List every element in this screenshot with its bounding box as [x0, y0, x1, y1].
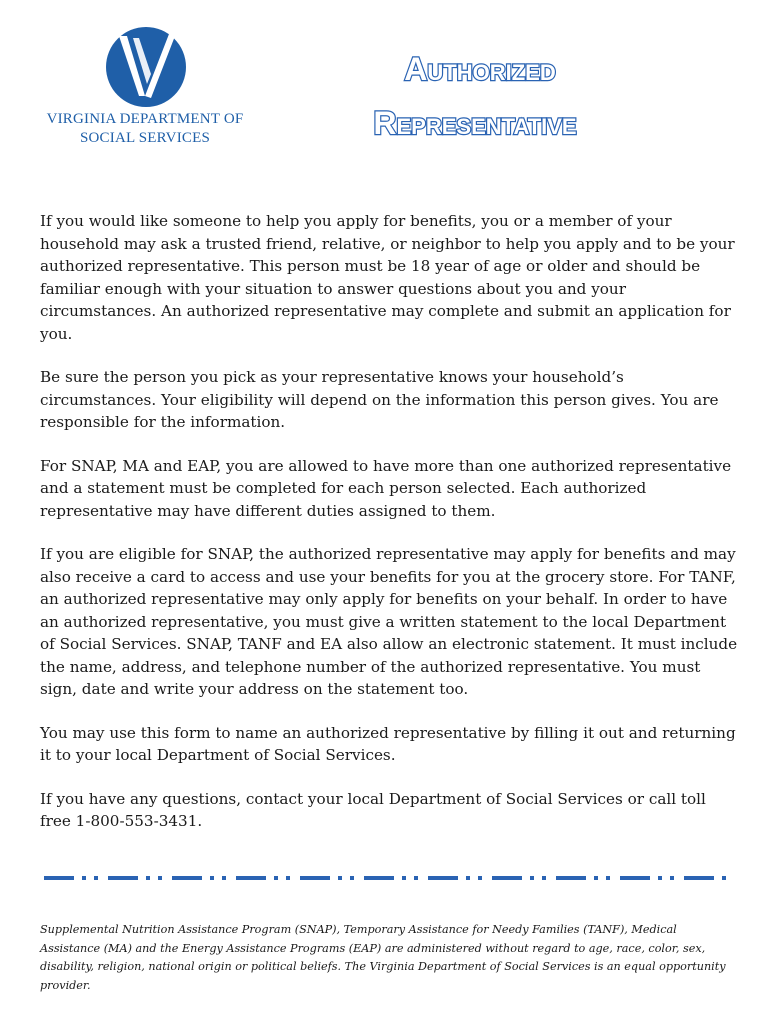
title-line2: Representative: [373, 105, 577, 141]
paragraph-intro: If you would like someone to help you apply for benefits, you or a member of your household may ask a trusted friend, relative, or neighbor to help you apply and to be your authorized representative. This person must be 18 year of age or older and should be familiar enough with your situation to answer questions about you and your circumstances. An authorized representative may complete and submit an application for you.: [40, 212, 735, 343]
body-text: [40, 210, 740, 854]
title-line1: Authorized: [404, 51, 556, 87]
page-title: [310, 48, 640, 148]
org-name-line1: VIRGINIA DEPARTMENT OF: [46, 111, 244, 127]
vdss-logo: [30, 26, 260, 156]
vdss-logo-icon: [105, 26, 187, 108]
paragraph-form-use: You may use this form to name an authorized representative by filling it out and returning it to your local Department of Social Services.: [40, 723, 736, 764]
paragraph-eligibility: If you are eligible for SNAP, the authorized representative may apply for benefits and may also receive a card to access and use your benefits for you at the grocery store. For TANF, an authorized representative may only apply for benefits on your behalf. In order to have an authorized representative, you must give a written statement to the local Department of Social Services. SNAP, TANF and EA also allow an electronic statement. It must include the name, address, and telephone number of the authorized representative. You must sign, date and write your address on the statement too.: [40, 545, 738, 698]
org-name-line2: SOCIAL SERVICES: [79, 130, 210, 146]
dash-dot-separator: [44, 872, 734, 884]
paragraph-multiple: For SNAP, MA and EAP, you are allowed to have more than one authorized representative and a statement must be completed for each person selected. Each authorized representative may have different duties assigned to them.: [40, 456, 732, 520]
paragraph-choose: Be sure the person you pick as your representative knows your household’s circumstances. Your eligibility will depend on the information this person gives. You are responsible for the information.: [40, 368, 719, 431]
nondiscrimination-footer: Supplemental Nutrition Assistance Program (SNAP), Temporary Assistance for Needy Families (TANF), Medical Assistance (MA) and the Energy Assistance Programs (EAP) are administered without regard to age, race, color, sex, disability, religion, national origin or political beliefs. The Virginia Department of Social Services is an equal opportunity provider.: [40, 923, 726, 992]
paragraph-contact: If you have any questions, contact your local Department of Social Services or call toll free 1-800-553-3431.: [40, 789, 706, 830]
